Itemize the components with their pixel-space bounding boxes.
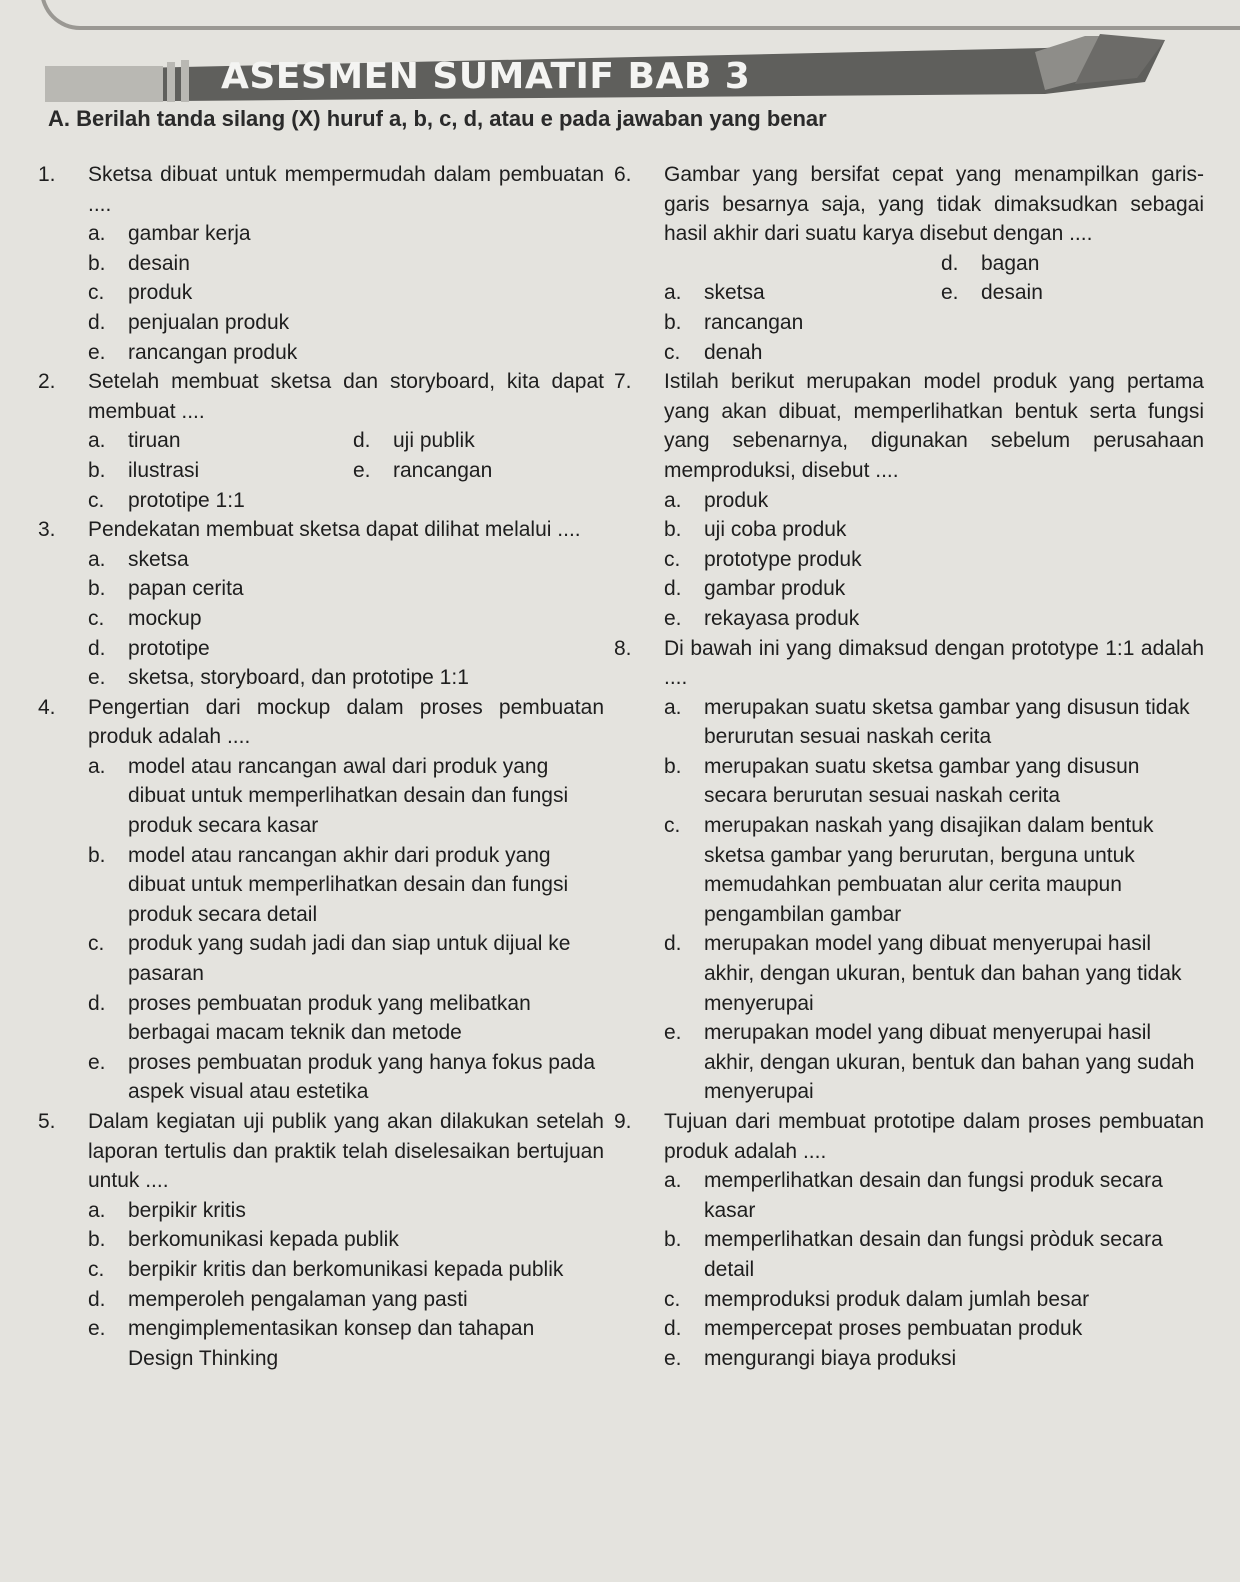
question-number: 1.: [38, 163, 56, 186]
answer-option-b[interactable]: [88, 456, 353, 486]
answer-option-c[interactable]: [664, 338, 941, 368]
answer-option-d[interactable]: [664, 929, 1204, 1018]
option-text: prototype produk: [704, 547, 862, 571]
answer-option-c[interactable]: [664, 811, 1204, 929]
option-text: produk: [128, 281, 193, 305]
question-1: [38, 160, 604, 367]
option-text: gambar produk: [704, 577, 846, 601]
option-text: papan cerita: [128, 577, 244, 601]
question-number: 8.: [614, 636, 632, 660]
option-text: model atau rancangan akhir dari produk yang dibuat untuk memperlihatkan desain dan fungsi produk secara detail: [128, 843, 569, 926]
option-letter: c.: [88, 1257, 105, 1281]
option-text: uji coba produk: [704, 518, 847, 542]
option-text: proses pembuatan produk yang hanya fokus pada aspek visual atau estetika: [128, 1050, 595, 1104]
answer-options: [38, 1196, 604, 1374]
answer-option-a[interactable]: [664, 1166, 1204, 1225]
option-letter: b.: [88, 251, 106, 275]
answer-option-b[interactable]: [664, 1225, 1204, 1284]
answer-option-d[interactable]: [88, 634, 604, 664]
question-text: Sketsa dibuat untuk mempermudah dalam pembuatan ....: [88, 163, 604, 216]
answer-option-e[interactable]: [941, 278, 1204, 308]
question-9: [614, 1107, 1204, 1373]
option-text: produk: [704, 488, 769, 512]
question-3: [38, 515, 604, 693]
option-text: rancangan: [393, 458, 493, 482]
question-number: 9.: [614, 1110, 632, 1133]
option-text: merupakan suatu sketsa gambar yang disusun secara berurutan sesuai naskah cerita: [704, 754, 1140, 808]
answer-option-a[interactable]: [664, 278, 941, 308]
option-letter: e.: [88, 1050, 106, 1074]
option-text: memproduksi produk dalam jumlah besar: [704, 1287, 1090, 1311]
option-letter: c.: [664, 547, 681, 571]
option-letter: c.: [88, 281, 105, 305]
option-text: merupakan model yang dibuat menyerupai hasil akhir, dengan ukuran, bentuk dan bahan yang sudah menyerupai: [704, 1021, 1195, 1104]
option-letter: b.: [88, 843, 106, 867]
answer-option-a[interactable]: [88, 545, 604, 575]
left-column: [38, 160, 604, 1373]
option-letter: e.: [664, 606, 682, 630]
option-text: desain: [128, 251, 190, 275]
question-6: [614, 160, 1204, 367]
option-letter: [941, 308, 981, 338]
option-spacer: [664, 249, 941, 279]
option-letter: c.: [88, 932, 105, 956]
answer-option-b[interactable]: [88, 1225, 604, 1255]
option-letter: e.: [664, 1346, 682, 1370]
answer-option-a[interactable]: [664, 693, 1204, 752]
answer-option-b[interactable]: [664, 515, 1204, 545]
option-text: merupakan model yang dibuat menyerupai hasil akhir, dengan ukuran, bentuk dan bahan yang tidak menyerupai: [704, 932, 1182, 1015]
question-text: Dalam kegiatan uji publik yang akan dilakukan setelah laporan tertulis dan praktik telah diselesaikan bertujuan untuk ....: [88, 1110, 604, 1193]
answer-option-b[interactable]: [88, 574, 604, 604]
answer-option-e[interactable]: [664, 1344, 1204, 1374]
question-number: 3.: [38, 518, 56, 542]
question-stem: [614, 1107, 1204, 1166]
question-7: [614, 367, 1204, 633]
answer-option-c[interactable]: [88, 278, 604, 308]
option-text: sketsa: [128, 547, 189, 571]
option-text: proses pembuatan produk yang melibatkan berbagai macam teknik dan metode: [128, 991, 531, 1045]
option-letter: d.: [664, 1317, 682, 1341]
option-letter: e.: [88, 1317, 106, 1341]
answer-option-c[interactable]: [664, 1285, 1204, 1315]
answer-option-c[interactable]: [88, 929, 604, 988]
option-letter: e.: [88, 666, 106, 690]
option-letter: d.: [88, 991, 106, 1015]
answer-option-c[interactable]: [88, 1255, 604, 1285]
answer-option-b[interactable]: [88, 841, 604, 930]
question-stem: [614, 634, 1204, 693]
option-text: sketsa: [704, 281, 765, 305]
option-text: produk yang sudah jadi dan siap untuk dijual ke pasaran: [128, 932, 571, 986]
option-letter: b.: [88, 1228, 106, 1252]
answer-options: [38, 426, 604, 515]
option-text: merupakan suatu sketsa gambar yang disusun tidak berurutan sesuai naskah cerita: [704, 695, 1190, 749]
option-letter: a.: [88, 429, 106, 453]
answer-option-c[interactable]: [88, 486, 353, 516]
answer-options: [38, 219, 604, 367]
answer-option-e[interactable]: [88, 1048, 604, 1107]
option-letter: e.: [353, 458, 371, 482]
answer-option-b[interactable]: [664, 752, 1204, 811]
option-letter: d.: [664, 577, 682, 601]
option-text: mengurangi biaya produksi: [704, 1346, 957, 1370]
question-stem: [614, 160, 1204, 249]
option-letter: c.: [88, 606, 105, 630]
option-letter: d.: [88, 1287, 106, 1311]
answer-option-c[interactable]: [664, 545, 1204, 575]
option-letter: c.: [88, 488, 105, 512]
option-text: uji publik: [393, 429, 475, 453]
answer-options: [614, 1166, 1204, 1373]
option-letter: a.: [88, 547, 106, 571]
question-stem: [38, 515, 604, 545]
option-letter: e.: [664, 1021, 682, 1045]
question-number: 5.: [38, 1110, 56, 1133]
option-letter: d.: [941, 251, 959, 275]
option-letter: e.: [941, 281, 959, 305]
option-letter: a.: [88, 1198, 106, 1222]
question-text: Setelah membuat sketsa dan storyboard, kita dapat membuat ....: [88, 370, 604, 423]
question-number: 7.: [614, 370, 632, 394]
option-text: memperlihatkan desain dan fungsi pròduk secara detail: [704, 1228, 1163, 1281]
option-text: prototipe: [128, 636, 210, 660]
answer-option-d[interactable]: [941, 249, 1204, 279]
option-letter: a.: [88, 754, 106, 778]
question-text: Di bawah ini yang dimaksud dengan prototype 1:1 adalah ....: [664, 636, 1204, 690]
option-text: prototipe 1:1: [128, 488, 245, 512]
option-letter: a.: [664, 1169, 682, 1193]
question-number: 6.: [614, 163, 632, 186]
answer-options: [38, 545, 604, 693]
answer-option-e[interactable]: [353, 456, 604, 486]
option-text: mempercepat proses pembuatan produk: [704, 1317, 1083, 1341]
option-text: ilustrasi: [128, 458, 200, 482]
page-title: ASESMEN SUMATIF BAB 3: [221, 56, 751, 97]
option-text: berpikir kritis dan berkomunikasi kepada publik: [128, 1257, 564, 1281]
option-letter: a.: [664, 488, 682, 512]
answer-option-d[interactable]: [353, 426, 604, 456]
option-text: rancangan produk: [128, 340, 298, 364]
answer-option-e[interactable]: [664, 1018, 1204, 1107]
question-number: 4.: [38, 695, 56, 719]
option-letter: c.: [664, 1287, 681, 1311]
option-text: [704, 249, 941, 279]
option-text: sketsa, storyboard, dan prototipe 1:1: [128, 666, 469, 690]
option-text: model atau rancangan awal dari produk yang dibuat untuk memperlihatkan desain dan fungsi produk secara kasar: [128, 754, 569, 838]
option-text: rancangan: [704, 310, 804, 334]
answer-option-c[interactable]: [88, 604, 604, 634]
question-stem: [38, 367, 604, 426]
question-4: [38, 693, 604, 1107]
answer-option-e[interactable]: [88, 1314, 604, 1373]
option-text: berkomunikasi kepada publik: [128, 1228, 399, 1252]
question-8: [614, 634, 1204, 1108]
question-stem: [614, 367, 1204, 485]
option-letter: a.: [88, 222, 106, 246]
answer-option-d[interactable]: [664, 574, 1204, 604]
option-letter: d.: [353, 429, 371, 453]
question-stem: [38, 693, 604, 752]
option-letter: b.: [664, 518, 682, 542]
option-text: mockup: [128, 606, 202, 630]
question-text: Tujuan dari membuat prototipe dalam proses pembuatan produk adalah ....: [664, 1110, 1204, 1163]
question-text: Gambar yang bersifat cepat yang menampilkan garis-garis besarnya saja, yang tidak dimaksudkan sebagai hasil akhir dari suatu karya disebut dengan ....: [664, 163, 1204, 246]
answer-option-e[interactable]: [664, 604, 1204, 634]
option-text: gambar kerja: [128, 222, 251, 246]
instruction: A. Berilah tanda silang (X) huruf a, b, c, d, atau e pada jawaban yang benar: [48, 106, 827, 131]
option-text: [981, 308, 1204, 338]
question-2: [38, 367, 604, 515]
option-text: bagan: [981, 251, 1040, 275]
option-letter: b.: [88, 577, 106, 601]
option-letter: e.: [88, 340, 106, 364]
option-letter: d.: [664, 932, 682, 956]
option-text: memperlihatkan desain dan fungsi produk secara kasar: [704, 1169, 1163, 1222]
question-text: Pendekatan membuat sketsa dapat dilihat melalui ....: [88, 518, 581, 542]
question-stem: [38, 1107, 604, 1196]
right-column: [614, 160, 1204, 1373]
answer-option-a[interactable]: [88, 426, 353, 456]
answer-options: [614, 693, 1204, 1107]
option-letter: c.: [664, 814, 681, 838]
option-text: rekayasa produk: [704, 606, 860, 630]
option-text: mengimplementasikan konsep dan tahapan Design Thinking: [128, 1317, 535, 1370]
answer-option-d[interactable]: [664, 1314, 1204, 1344]
answer-options: [38, 752, 604, 1107]
answer-option-a[interactable]: [88, 752, 604, 841]
answer-options: [614, 486, 1204, 634]
option-text: berpikir kritis: [128, 1198, 246, 1222]
option-text: penjualan produk: [128, 310, 290, 334]
question-text: Pengertian dari mockup dalam proses pembuatan produk adalah ....: [88, 695, 604, 749]
answer-option-e[interactable]: [88, 663, 604, 693]
answer-option-a[interactable]: [88, 219, 604, 249]
option-letter: b.: [664, 310, 682, 334]
answer-option-d[interactable]: [88, 1285, 604, 1315]
title-banner: [45, 18, 1165, 104]
option-letter: b.: [664, 754, 682, 778]
question-5: [38, 1107, 604, 1373]
option-letter: d.: [88, 636, 106, 660]
answer-option-d[interactable]: [88, 308, 604, 338]
question-stem: [38, 160, 604, 219]
answer-option-b[interactable]: [88, 249, 604, 279]
option-letter: a.: [664, 281, 682, 305]
option-text: tiruan: [128, 429, 181, 453]
answer-options: [614, 249, 1204, 367]
answer-option-a[interactable]: [88, 1196, 604, 1226]
option-text: memperoleh pengalaman yang pasti: [128, 1287, 468, 1311]
answer-option-a[interactable]: [664, 486, 1204, 516]
option-text: merupakan naskah yang disajikan dalam bentuk sketsa gambar yang berurutan, berguna untuk memudahkan pembuatan alur cerita maupun pengambilan gambar: [704, 814, 1154, 926]
option-letter: b.: [664, 1228, 682, 1252]
answer-option-b[interactable]: [664, 308, 941, 338]
option-letter: b.: [88, 458, 106, 482]
question-number: 2.: [38, 370, 56, 394]
option-letter: [664, 249, 704, 279]
option-letter: a.: [664, 695, 682, 719]
option-text: desain: [981, 281, 1043, 305]
question-text: Istilah berikut merupakan model produk yang pertama yang akan dibuat, memperlihatkan bentuk serta fungsi yang sebenarnya, digunakan sebelum perusahaan memproduksi, disebut ....: [664, 370, 1204, 482]
option-letter: d.: [88, 310, 106, 334]
option-letter: c.: [664, 340, 681, 364]
option-spacer: [941, 308, 1204, 338]
answer-option-e[interactable]: [88, 338, 604, 368]
answer-option-d[interactable]: [88, 989, 604, 1048]
option-text: denah: [704, 340, 763, 364]
